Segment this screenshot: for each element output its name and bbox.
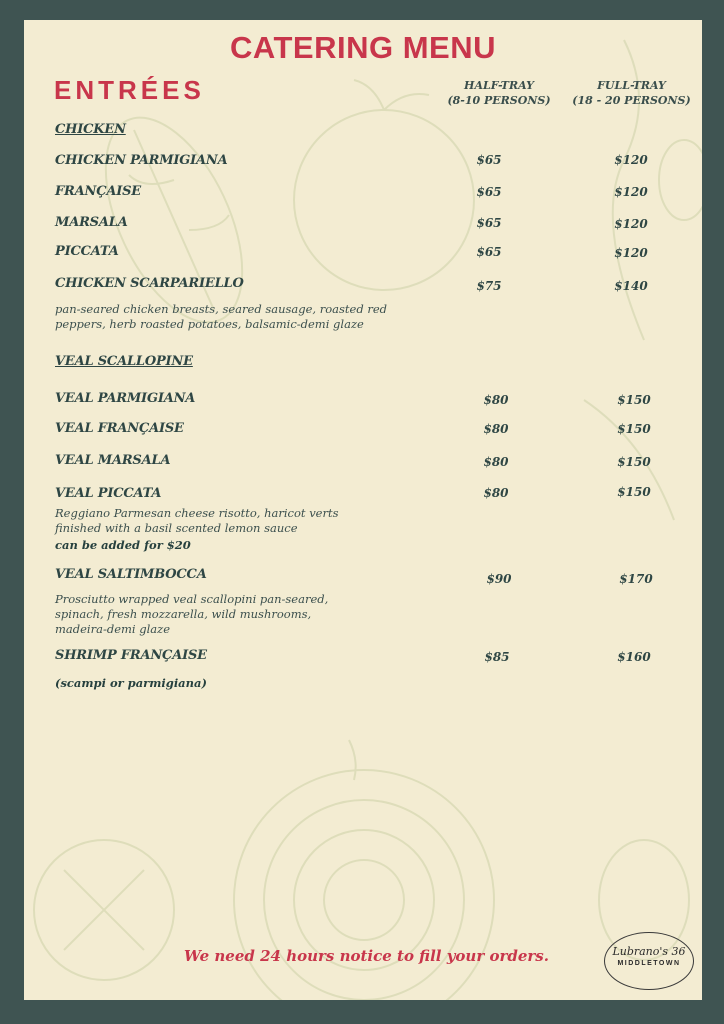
half-tray-price: $75 [476, 279, 502, 293]
logo-name: Lubrano's 36 [612, 945, 686, 958]
full-tray-price: $170 [619, 572, 653, 586]
description-line: Prosciutto wrapped veal scallopini pan-seared, [55, 592, 329, 606]
half-tray-label: HALF-TRAY [464, 79, 534, 92]
full-tray-price: $140 [614, 279, 648, 293]
description-line: pan-seared chicken breasts, seared sausage, roasted red [55, 302, 388, 316]
half-tray-price: $85 [484, 650, 510, 664]
full-tray-price: $120 [614, 246, 648, 260]
menu-item-name: VEAL MARSALA [55, 453, 171, 468]
description-line: spinach, fresh mozzarella, wild mushrooms, [55, 607, 312, 621]
item-description [55, 592, 395, 637]
full-tray-price: $150 [617, 393, 651, 407]
half-tray-price: $65 [476, 153, 502, 167]
half-tray-price: $80 [483, 486, 509, 500]
full-tray-price: $150 [617, 422, 651, 436]
menu-item-name: CHICKEN PARMIGIANA [55, 153, 228, 168]
full-tray-persons: (18 - 20 PERSONS) [572, 94, 691, 107]
half-tray-price: $65 [476, 185, 502, 199]
menu-page [24, 20, 702, 1000]
menu-item-name: MARSALA [55, 215, 128, 230]
full-tray-price: $150 [617, 455, 651, 469]
menu-item-name: FRANÇAISE [55, 184, 142, 199]
half-tray-price: $80 [483, 422, 509, 436]
description-line: peppers, herb roasted potatoes, balsamic-demi glaze [55, 317, 364, 331]
order-notice: We need 24 hours notice to fill your orders. [184, 947, 549, 965]
full-tray-price: $150 [617, 485, 651, 499]
menu-item-name: SHRIMP FRANÇAISE [55, 648, 207, 663]
full-tray-price: $160 [617, 650, 651, 664]
half-tray-price: $80 [483, 455, 509, 469]
menu-item-name: VEAL PARMIGIANA [55, 391, 196, 406]
menu-item-name: CHICKEN SCARPARIELLO [55, 276, 244, 291]
full-tray-price: $120 [614, 217, 648, 231]
description-line: finished with a basil scented lemon sauce [55, 521, 298, 535]
full-tray-label: FULL-TRAY [597, 79, 666, 92]
half-tray-price: $65 [476, 216, 502, 230]
section-heading-veal: VEAL SCALLOPINE [55, 354, 193, 369]
half-tray-price: $65 [476, 245, 502, 259]
item-description [55, 506, 395, 536]
full-tray-header [569, 78, 694, 108]
logo-town: MIDDLETOWN [617, 960, 681, 967]
menu-item-name: VEAL SALTIMBOCCA [55, 567, 207, 582]
section-heading-chicken: CHICKEN [55, 122, 126, 137]
description-line: Reggiano Parmesan cheese risotto, haricot verts [55, 506, 339, 520]
section-title-entrees: ENTRÉES [54, 75, 205, 105]
menu-item-name: VEAL FRANÇAISE [55, 421, 184, 436]
menu-title: CATERING MENU [230, 30, 496, 65]
menu-item-name: VEAL PICCATA [55, 486, 162, 501]
shrimp-option-note: (scampi or parmigiana) [55, 676, 207, 690]
half-tray-persons: (8-10 PERSONS) [447, 94, 551, 107]
risotto-addon-note: can be added for $20 [55, 538, 191, 552]
menu-item-name: PICCATA [55, 244, 119, 259]
full-tray-price: $120 [614, 153, 648, 167]
restaurant-logo [604, 932, 694, 990]
half-tray-price: $80 [483, 393, 509, 407]
half-tray-header [439, 78, 559, 108]
half-tray-price: $90 [486, 572, 512, 586]
item-description [55, 302, 395, 332]
full-tray-price: $120 [614, 185, 648, 199]
description-line: madeira-demi glaze [55, 622, 171, 636]
